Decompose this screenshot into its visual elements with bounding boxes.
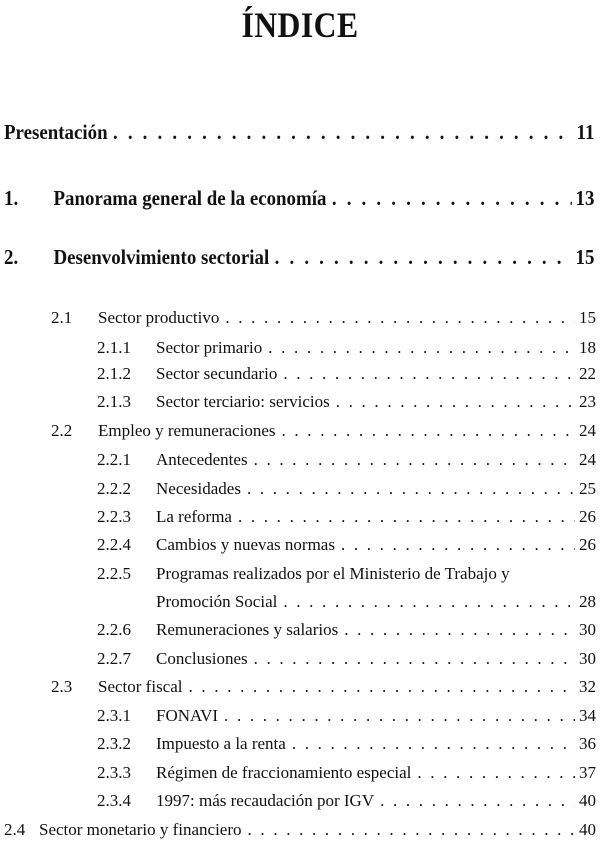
toc-entry-text: Remuneraciones y salarios [156, 620, 339, 639]
toc-entry-number: 2.2 [51, 421, 73, 440]
toc-entry-number: 2.2.4 [97, 535, 131, 554]
toc-page-number: 26 [579, 507, 596, 526]
toc-entry-text: Empleo y remuneraciones [98, 421, 276, 440]
toc-entry-2-2-4 [97, 535, 596, 555]
toc-page-number: 40 [579, 820, 596, 839]
toc-leader [283, 592, 575, 612]
toc-entry-number: 2.1.3 [97, 392, 131, 411]
toc-page-number: 32 [579, 677, 596, 696]
toc-entry-text: Presentación [4, 120, 108, 144]
toc-leader [332, 186, 572, 211]
toc-entry-number: 2.3.1 [97, 706, 131, 725]
toc-page-number: 22 [579, 364, 596, 383]
toc-entry-text: Desenvolvimiento sectorial [53, 245, 270, 269]
toc-entry-2-3 [51, 677, 596, 697]
page-title: ÍNDICE [241, 5, 359, 45]
toc-leader [268, 338, 575, 358]
toc-entry-text: Programas realizados por el Ministerio de Trabajo y [156, 564, 510, 583]
toc-entry-2-3-3 [97, 763, 596, 783]
toc-entry-number: 2.2.2 [97, 479, 131, 498]
toc-page-number: 24 [579, 421, 596, 440]
toc-entry-text: Sector monetario y financiero [39, 820, 242, 839]
toc-entry-2-2-2 [97, 479, 596, 499]
toc-entry-number: 2.3.2 [97, 734, 131, 753]
toc-entry-2-3-4 [97, 791, 596, 811]
toc-entry-number: 2.2.7 [97, 649, 131, 668]
toc-page-number: 30 [579, 649, 596, 668]
toc-entry-text: Cambios y nuevas normas [156, 535, 335, 554]
toc-entry-text: Conclusiones [156, 649, 248, 668]
toc-entry-text: Impuesto a la renta [156, 734, 286, 753]
toc-entry-presentacion [4, 120, 594, 145]
toc-page-number: 30 [579, 620, 596, 639]
toc-entry-text: FONAVI [156, 706, 219, 725]
toc-leader [275, 245, 572, 270]
toc-entry-text: Sector terciario: servicios [156, 392, 330, 411]
toc-entry-number: 2.2.5 [97, 564, 131, 583]
toc-entry-text: Sector secundario [156, 364, 278, 383]
toc-entry-2-1-3 [97, 392, 596, 412]
toc-entry-text: Sector primario [156, 338, 263, 357]
toc-page-number: 13 [575, 186, 595, 210]
toc-leader [380, 791, 575, 811]
toc-entry-2-1 [51, 308, 596, 328]
toc-entry-text: Régimen de fraccionamiento especial [156, 763, 412, 782]
toc-entry-number: 2.2.6 [97, 620, 131, 639]
toc-entry-text: 1997: más recaudación por IGV [156, 791, 375, 810]
toc-leader [282, 421, 576, 441]
toc-page-number: 11 [576, 120, 595, 144]
toc-page-number: 23 [579, 392, 596, 411]
toc-leader [417, 763, 575, 783]
toc-entry-2-2-6 [97, 620, 596, 640]
toc-entry-number: 2.3.3 [97, 763, 131, 782]
toc-leader [292, 734, 575, 754]
toc-page-number: 36 [579, 734, 596, 753]
toc-page-number: 18 [579, 338, 596, 357]
toc-leader [225, 308, 575, 328]
toc-entry-number: 1. [4, 186, 19, 210]
toc-leader [254, 450, 575, 470]
toc-page-number: 37 [579, 763, 596, 782]
toc-entry-2-2 [51, 421, 596, 441]
toc-entry-number: 2.1.2 [97, 364, 131, 383]
toc-leader [247, 479, 575, 499]
toc-entry-2-3-2 [97, 734, 596, 754]
toc-entry-2 [4, 245, 594, 270]
toc-page-number: 15 [579, 308, 596, 327]
toc-leader [248, 820, 575, 840]
toc-entry-2-2-1 [97, 450, 596, 470]
toc-entry-2-2-7 [97, 649, 596, 669]
toc-entry-number: 2.2.3 [97, 507, 131, 526]
toc-leader [113, 120, 573, 145]
toc-entry-number: 2.3.4 [97, 791, 131, 810]
toc-leader [254, 649, 575, 669]
toc-entry-2-1-1 [97, 338, 596, 358]
toc-leader [238, 507, 575, 527]
toc-entry-text: Sector productivo [98, 308, 220, 327]
toc-entry-text: Antecedentes [156, 450, 248, 469]
toc-entry-text-continuation: Promoción Social [156, 592, 278, 611]
toc-entry-text: Sector fiscal [98, 677, 183, 696]
toc-entry-2-2-5-continuation [156, 592, 596, 612]
toc-page-number: 25 [579, 479, 596, 498]
toc-entry-number: 2.2.1 [97, 450, 131, 469]
toc-leader [341, 535, 575, 555]
toc-entry-2-2-5 [97, 564, 596, 584]
toc-page-number: 40 [579, 791, 596, 810]
toc-entry-2-3-1 [97, 706, 596, 726]
toc-entry-number: 2.1.1 [97, 338, 131, 357]
toc-entry-text: La reforma [156, 507, 232, 526]
toc-entry-text: Necesidades [156, 479, 241, 498]
toc-page-number: 34 [579, 706, 596, 725]
toc-leader [344, 620, 575, 640]
toc-entry-2-2-3 [97, 507, 596, 527]
toc-entry-text: Panorama general de la economía [53, 186, 327, 210]
toc-entry-number: 2.3 [51, 677, 73, 696]
toc-leader [283, 364, 575, 384]
toc-page-number: 15 [575, 245, 595, 269]
toc-entry-number: 2. [4, 245, 19, 269]
toc-page-number: 28 [579, 592, 596, 611]
toc-entry-2-1-2 [97, 364, 596, 384]
toc-entry-2-4 [4, 820, 596, 840]
toc-leader [189, 677, 576, 697]
toc-leader [224, 706, 575, 726]
toc-entry-1 [4, 186, 594, 211]
toc-leader [336, 392, 575, 412]
toc-entry-number: 2.4 [4, 820, 26, 839]
toc-page-number: 26 [579, 535, 596, 554]
toc-entry-number: 2.1 [51, 308, 73, 327]
toc-page-number: 24 [579, 450, 596, 469]
